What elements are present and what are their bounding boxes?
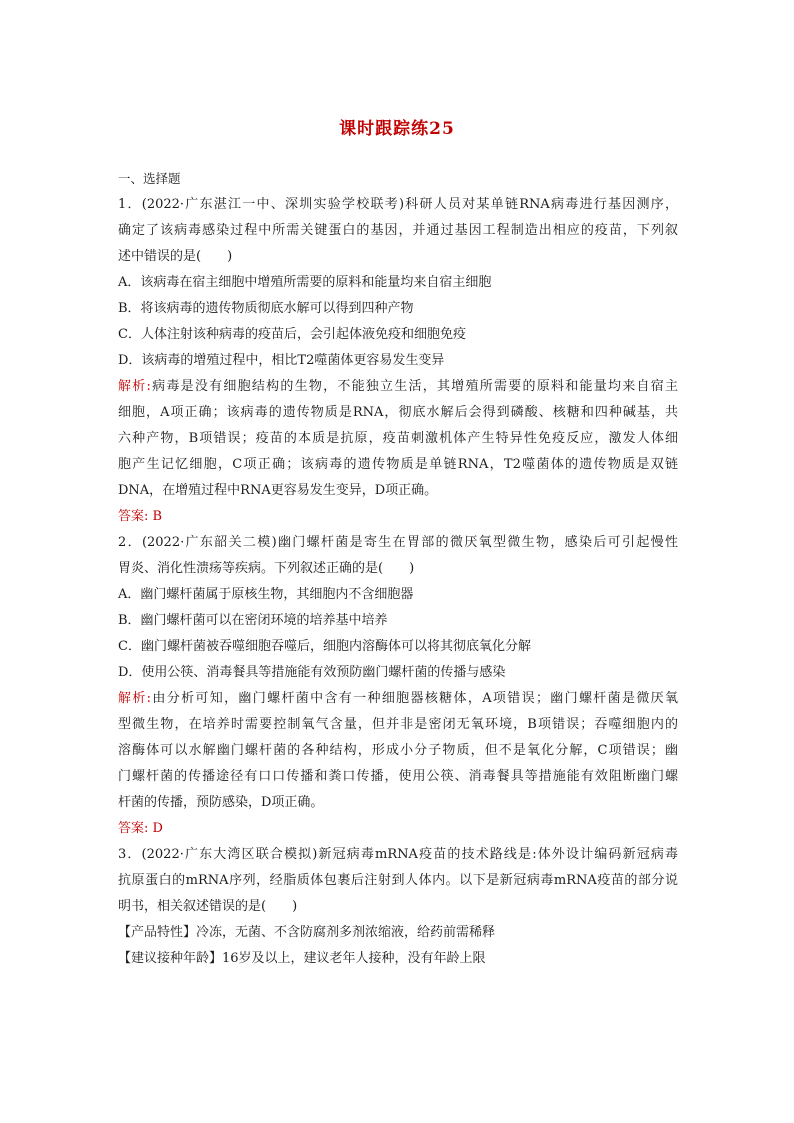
analysis-line: 门螺杆菌的传播途径有口口传播和粪口传播，使用公筷、消毒餐具等措施能有效阻断幽门螺: [118, 769, 678, 784]
analysis-label: 解析:: [118, 691, 152, 706]
analysis-line: DNA，在增殖过程中RNA更容易发生变异，D项正确。: [118, 483, 438, 498]
analysis-label: 解析:: [118, 379, 151, 394]
question-stem-line: 确定了该病毒感染过程中所需关键蛋白的基因，并通过基因工程制造出相应的疫苗，下列叙: [118, 223, 678, 238]
question-stem-line: 胃炎、消化性溃疡等疾病。下列叙述正确的是( ): [118, 561, 415, 576]
question-stem-line: 2．(2022·广东韶关二模)幽门螺杆菌是寄生在胃部的微厌氧型微生物，感染后可引起慢性: [118, 535, 678, 550]
answer-label: 答案:: [118, 509, 149, 524]
option-b: B．幽门螺杆菌可以在密闭环境的培养基中培养: [118, 613, 388, 628]
answer-line: [118, 504, 678, 530]
answer-line: [118, 816, 678, 842]
option-d: D．使用公筷、消毒餐具等措施能有效预防幽门螺杆菌的传播与感染: [118, 665, 506, 680]
section-label: 一、选择题: [118, 171, 181, 186]
option-c: C．幽门螺杆菌被吞噬细胞吞噬后，细胞内溶酶体可以将其彻底氧化分解: [118, 639, 531, 654]
analysis-line: 型微生物，在培养时需要控制氧气含量，但并非是密闭无氧环境，B项错误；吞噬细胞内的: [118, 717, 678, 732]
option-d: D．该病毒的增殖过程中，相比T2噬菌体更容易发生变异: [118, 353, 445, 368]
product-property-line: 【建议接种年龄】16岁及以上，建议老年人接种，没有年龄上限: [118, 951, 486, 966]
question-stem-line: 3．(2022·广东大湾区联合模拟)新冠病毒mRNA疫苗的技术路线是:体外设计编码新冠病毒: [118, 847, 678, 862]
analysis-line: 细胞，A项正确；该病毒的遗传物质是RNA，彻底水解后会得到磷酸、核糖和四种碱基，共: [118, 405, 678, 420]
analysis-line: 杆菌的传播，预防感染，D项正确。: [118, 795, 324, 810]
analysis-line: [118, 686, 678, 712]
analysis-line: 溶酶体可以水解幽门螺杆菌的各种结构，形成小分子物质，但不是氧化分解，C项错误；幽: [118, 743, 678, 758]
question-stem-line: 1．(2022·广东湛江一中、深圳实验学校联考)科研人员对某单链RNA病毒进行基因测序，: [118, 197, 678, 212]
option-a: A．幽门螺杆菌属于原核生物，其细胞内不含细胞器: [118, 587, 414, 602]
question-stem-line: 述中错误的是( ): [118, 249, 233, 264]
product-property-line: 【产品特性】冷冻，无菌、不含防腐剂多剂浓缩液，给药前需稀释: [118, 925, 496, 940]
analysis-line: [118, 374, 678, 400]
analysis-line: 胞产生记忆细胞，C项正确；该病毒的遗传物质是单链RNA，T2噬菌体的遗传物质是双链: [118, 457, 678, 472]
answer-value: B: [148, 509, 163, 524]
question-stem-line: 明书，相关叙述错误的是( ): [118, 899, 298, 914]
analysis-line: 六种产物，B项错误；疫苗的本质是抗原，疫苗刺激机体产生特异性免疫反应，激发人体细: [118, 431, 678, 446]
document-body: [118, 166, 678, 972]
question-stem-line: 抗原蛋白的mRNA序列，经脂质体包裹后注射到人体内。以下是新冠病毒mRNA疫苗的部分说: [118, 873, 678, 888]
analysis-text: 由分析可知，幽门螺杆菌中含有一种细胞器核糖体，A项错误；幽门螺杆菌是微厌氧: [151, 691, 678, 706]
option-b: B．将该病毒的遗传物质彻底水解可以得到四种产物: [118, 301, 414, 316]
option-a: A．该病毒在宿主细胞中增殖所需要的原料和能量均来自宿主细胞: [118, 275, 492, 290]
answer-value: D: [148, 821, 163, 836]
analysis-text: 病毒是没有细胞结构的生物，不能独立生活，其增殖所需要的原料和能量均来自宿主: [150, 379, 678, 394]
answer-label: 答案:: [118, 821, 149, 836]
page-title: 课时跟踪练25: [339, 119, 455, 139]
option-c: C．人体注射该种病毒的疫苗后，会引起体液免疫和细胞免疫: [118, 327, 466, 342]
